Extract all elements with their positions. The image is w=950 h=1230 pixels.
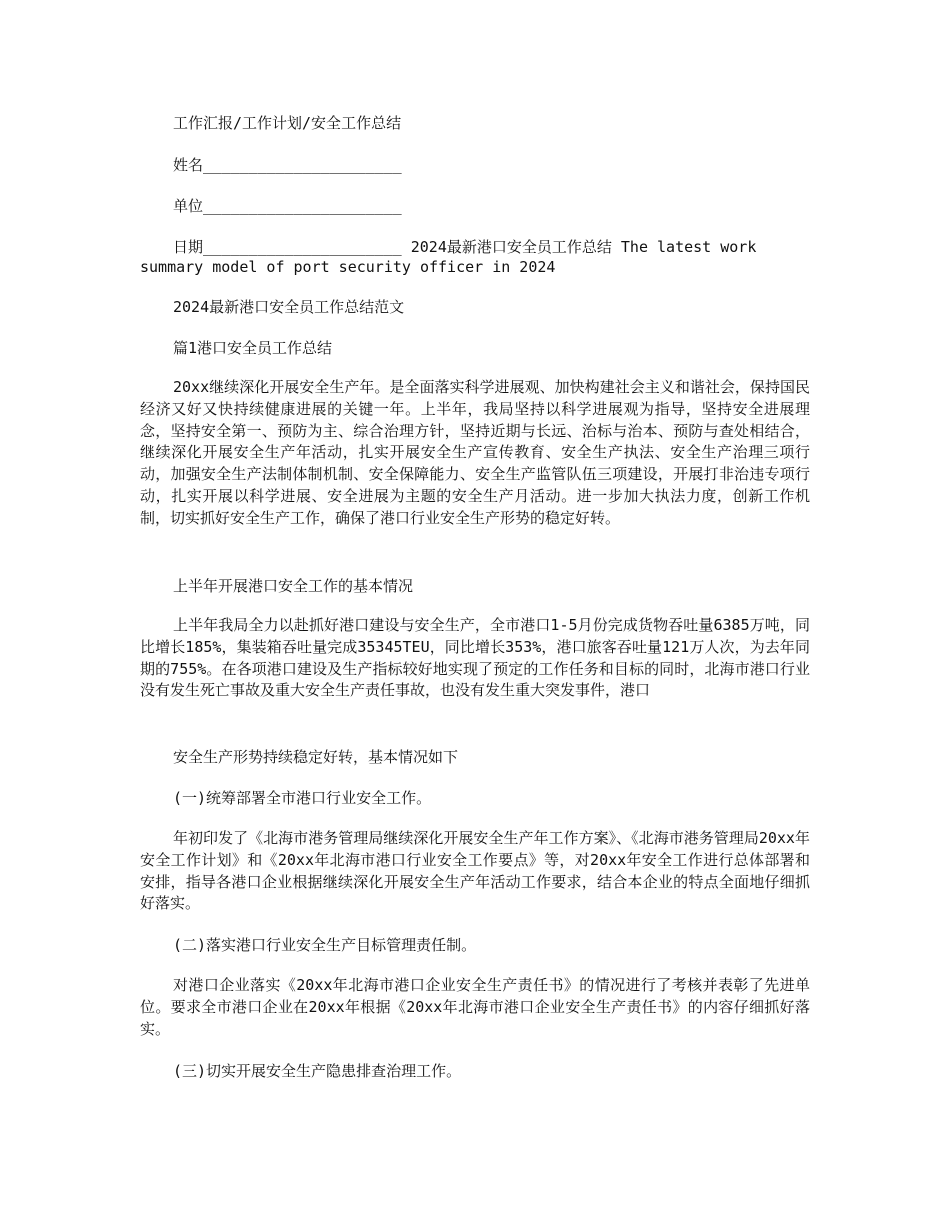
name-label: 姓名 [173, 156, 204, 174]
name-blank: ______________________ [203, 156, 402, 174]
paragraph-responsibility: 对港口企业落实《20xx年北海市港口企业安全生产责任书》的情况进行了考核并表彰了先进单位。要求全市港口企业在20xx年根据《20xx年北海市港口企业安全生产责任书》的内容仔细抓好落实。 [140, 976, 810, 1038]
date-label: 日期 [173, 238, 204, 256]
section-heading-basic: 上半年开展港口安全工作的基本情况 [173, 577, 414, 595]
title-en: The latest work summary model of port security officer in 2024 [140, 238, 757, 276]
doc-subtitle: 2024最新港口安全员工作总结范文 [173, 298, 405, 316]
section-1-heading: (一)统筹部署全市港口行业安全工作。 [173, 789, 432, 807]
unit-blank: ______________________ [203, 197, 402, 215]
name-field [140, 155, 820, 175]
title-cn: 2024最新港口安全员工作总结 [410, 238, 612, 256]
chapter-heading: 篇1港口安全员工作总结 [173, 339, 333, 357]
unit-label: 单位 [173, 197, 204, 215]
section-3-heading: (三)切实开展安全生产隐患排查治理工作。 [173, 1062, 462, 1080]
date-blank: ______________________ [203, 238, 402, 256]
date-and-title [140, 237, 800, 277]
paragraph-intro: 20xx继续深化开展安全生产年。是全面落实科学进展观、加快构建社会主义和谐社会，保持国民经济又好又快持续健康进展的关键一年。上半年，我局坚持以科学进展观为指导，坚持安全进展理念，坚持安全第一、预防为主、综合治理方针，坚持近期与长远、治标与治本、预防与查处相结合，继续深化开展安全生产年活动，扎实开展安全生产宣传教育、安全生产执法、安全生产治理三项行动，加强安全生产法制体制机制、安全保障能力、安全生产监管队伍三项建设，开展打非治违专项行动，扎实开展以科学进展、安全进展为主题的安全生产月活动。进一步加大执法力度，创新工作机制，切实抓好安全生产工作，确保了港口行业安全生产形势的稳定好转。 [140, 378, 810, 527]
section-2-heading: (二)落实港口行业安全生产目标管理责任制。 [173, 936, 477, 954]
paragraph-status: 安全生产形势持续稳定好转，基本情况如下 [173, 748, 459, 766]
paragraph-plans: 年初印发了《北海市港务管理局继续深化开展安全生产年工作方案》、《北海市港务管理局20xx年安全工作计划》和《20xx年北海市港口行业安全工作要点》等，对20xx年安全工作进行总体部署和安排，指导各港口企业根据继续深化开展安全生产年活动工作要求，结合本企业的特点全面地仔细抓好落实。 [140, 829, 810, 913]
paragraph-stats: 上半年我局全力以赴抓好港口建设与安全生产，全市港口1-5月份完成货物吞吐量6385万吨，同比增长185%，集装箱吞吐量完成35345TEU，同比增长353%，港口旅客吞吐量121万人次，为去年同期的755%。在各项港口建设及生产指标较好地实现了预定的工作任务和目标的同时，北海市港口行业没有发生死亡事故及重大安全生产责任事故，也没有发生重大突发事件，港口 [140, 616, 810, 700]
breadcrumb: 工作汇报/工作计划/安全工作总结 [173, 114, 402, 132]
unit-field [140, 196, 820, 216]
